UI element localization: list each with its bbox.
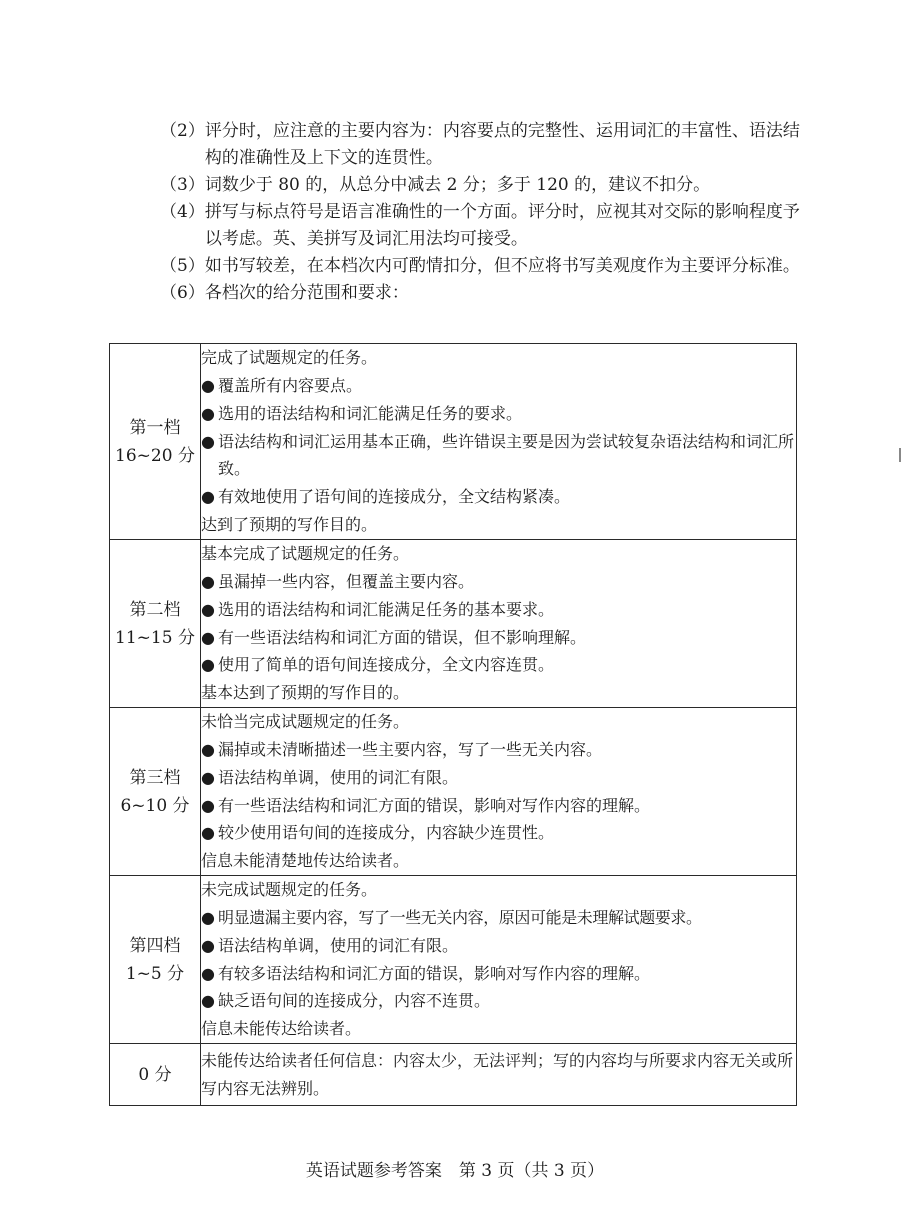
level-cell bbox=[110, 876, 201, 1044]
criteria-item: ● 选用的语法结构和词汇能满足任务的基本要求。 bbox=[201, 596, 796, 624]
note-text: 拼写与标点符号是语言准确性的一个方面。评分时，应视其对交际的影响程度予以考虑。英、美拼写及词汇用法均可接受。 bbox=[204, 202, 800, 249]
criteria-item: ● 语法结构和词汇运用基本正确，些许错误主要是因为尝试较复杂语法结构和词汇所致。 bbox=[201, 428, 796, 484]
level-cell bbox=[110, 344, 201, 540]
level-name: 第三档 bbox=[129, 767, 181, 788]
level-cell bbox=[110, 540, 201, 708]
note-6 bbox=[160, 280, 805, 307]
criteria-item: ● 使用了简单的语句间连接成分，全文内容连贯。 bbox=[201, 651, 796, 679]
bullet-icon: ● bbox=[201, 571, 215, 591]
note-number: （5） bbox=[160, 256, 205, 276]
note-number: （6） bbox=[160, 283, 205, 303]
bullet-icon: ● bbox=[201, 991, 215, 1011]
criteria-item: ● 选用的语法结构和词汇能满足任务的要求。 bbox=[201, 400, 796, 428]
level-range: 6~10 分 bbox=[120, 795, 190, 816]
criteria-item: ● 语法结构单调，使用的词汇有限。 bbox=[201, 932, 796, 960]
table-row bbox=[110, 1044, 797, 1106]
note-number: （2） bbox=[160, 121, 205, 141]
note-2 bbox=[160, 118, 805, 172]
criteria-item: ● 漏掉或未清晰描述一些主要内容，写了一些无关内容。 bbox=[201, 736, 796, 764]
level-cell bbox=[110, 708, 201, 876]
level-intro: 未恰当完成试题规定的任务。 bbox=[201, 712, 410, 732]
bullet-icon: ● bbox=[201, 655, 215, 675]
level-intro: 完成了试题规定的任务。 bbox=[201, 348, 378, 368]
criteria-item: ● 较少使用语句间的连接成分，内容缺少连贯性。 bbox=[201, 819, 796, 847]
zero-description: 未能传达给读者任何信息：内容太少，无法评判；写的内容均与所要求内容无关或所写内容无法辨别。 bbox=[201, 1050, 794, 1098]
level-description bbox=[201, 708, 797, 876]
bullet-icon: ● bbox=[201, 795, 215, 815]
bullet-icon: ● bbox=[201, 935, 215, 955]
bullet-icon: ● bbox=[201, 907, 215, 927]
level-description bbox=[201, 876, 797, 1044]
level-outro: 基本达到了预期的写作目的。 bbox=[201, 683, 410, 703]
bullet-icon: ● bbox=[201, 739, 215, 759]
level-outro: 信息未能清楚地传达给读者。 bbox=[201, 851, 410, 871]
criteria-item: ● 虽漏掉一些内容，但覆盖主要内容。 bbox=[201, 568, 796, 596]
level-range: 16~20 分 bbox=[115, 445, 195, 466]
level-range: 0 分 bbox=[138, 1064, 172, 1085]
scan-edge-mark bbox=[899, 448, 901, 462]
level-cell bbox=[110, 1044, 201, 1106]
note-text: 词数少于 80 的，从总分中减去 2 分；多于 120 的，建议不扣分。 bbox=[204, 175, 711, 195]
level-range: 11~15 分 bbox=[115, 627, 195, 648]
note-4 bbox=[160, 199, 805, 253]
level-outro: 达到了预期的写作目的。 bbox=[201, 514, 378, 534]
bullet-icon: ● bbox=[201, 767, 215, 787]
note-number: （3） bbox=[160, 175, 205, 195]
criteria-item: ● 明显遗漏主要内容，写了一些无关内容，原因可能是未理解试题要求。 bbox=[201, 904, 796, 932]
level-outro: 信息未能传达给读者。 bbox=[201, 1019, 362, 1039]
level-intro: 基本完成了试题规定的任务。 bbox=[201, 544, 410, 564]
bullet-icon: ● bbox=[201, 963, 215, 983]
table-row bbox=[110, 344, 797, 540]
criteria-item: ● 覆盖所有内容要点。 bbox=[201, 372, 796, 400]
level-name: 第一档 bbox=[129, 417, 181, 438]
criteria-item: ● 语法结构单调，使用的词汇有限。 bbox=[201, 764, 796, 792]
level-name: 第四档 bbox=[129, 935, 181, 956]
criteria-item: ● 有一些语法结构和词汇方面的错误，影响对写作内容的理解。 bbox=[201, 792, 796, 820]
note-number: （4） bbox=[160, 202, 205, 222]
table-row bbox=[110, 708, 797, 876]
bullet-icon: ● bbox=[201, 431, 215, 451]
note-text: 各档次的给分范围和要求： bbox=[204, 283, 409, 303]
bullet-icon: ● bbox=[201, 599, 215, 619]
note-5 bbox=[160, 253, 805, 280]
bullet-icon: ● bbox=[201, 627, 215, 647]
bullet-icon: ● bbox=[201, 823, 215, 843]
criteria-item: ● 有一些语法结构和词汇方面的错误，但不影响理解。 bbox=[201, 624, 796, 652]
level-description bbox=[201, 540, 797, 708]
bullet-icon: ● bbox=[201, 403, 215, 423]
criteria-item: ● 有效地使用了语句间的连接成分，全文结构紧凑。 bbox=[201, 483, 796, 511]
grading-table bbox=[109, 343, 797, 1106]
note-text: 如书写较差，在本档次内可酌情扣分，但不应将书写美观度作为主要评分标准。 bbox=[204, 256, 800, 276]
level-name: 第二档 bbox=[129, 599, 181, 620]
table-row bbox=[110, 876, 797, 1044]
note-3 bbox=[160, 172, 805, 199]
criteria-item: ● 有较多语法结构和词汇方面的错误，影响对写作内容的理解。 bbox=[201, 960, 796, 988]
level-range: 1~5 分 bbox=[125, 963, 185, 984]
table-row bbox=[110, 540, 797, 708]
bullet-icon: ● bbox=[201, 376, 215, 395]
level-description bbox=[201, 344, 797, 540]
scoring-notes bbox=[160, 118, 805, 307]
level-intro: 未完成试题规定的任务。 bbox=[201, 880, 378, 900]
page-footer: 英语试题参考答案 第 3 页（共 3 页） bbox=[305, 1161, 605, 1181]
criteria-item: ● 缺乏语句间的连接成分，内容不连贯。 bbox=[201, 987, 796, 1015]
bullet-icon: ● bbox=[201, 487, 215, 507]
note-text: 评分时，应注意的主要内容为：内容要点的完整性、运用词汇的丰富性、语法结构的准确性及上下文的连贯性。 bbox=[204, 121, 800, 168]
level-description bbox=[201, 1044, 797, 1106]
